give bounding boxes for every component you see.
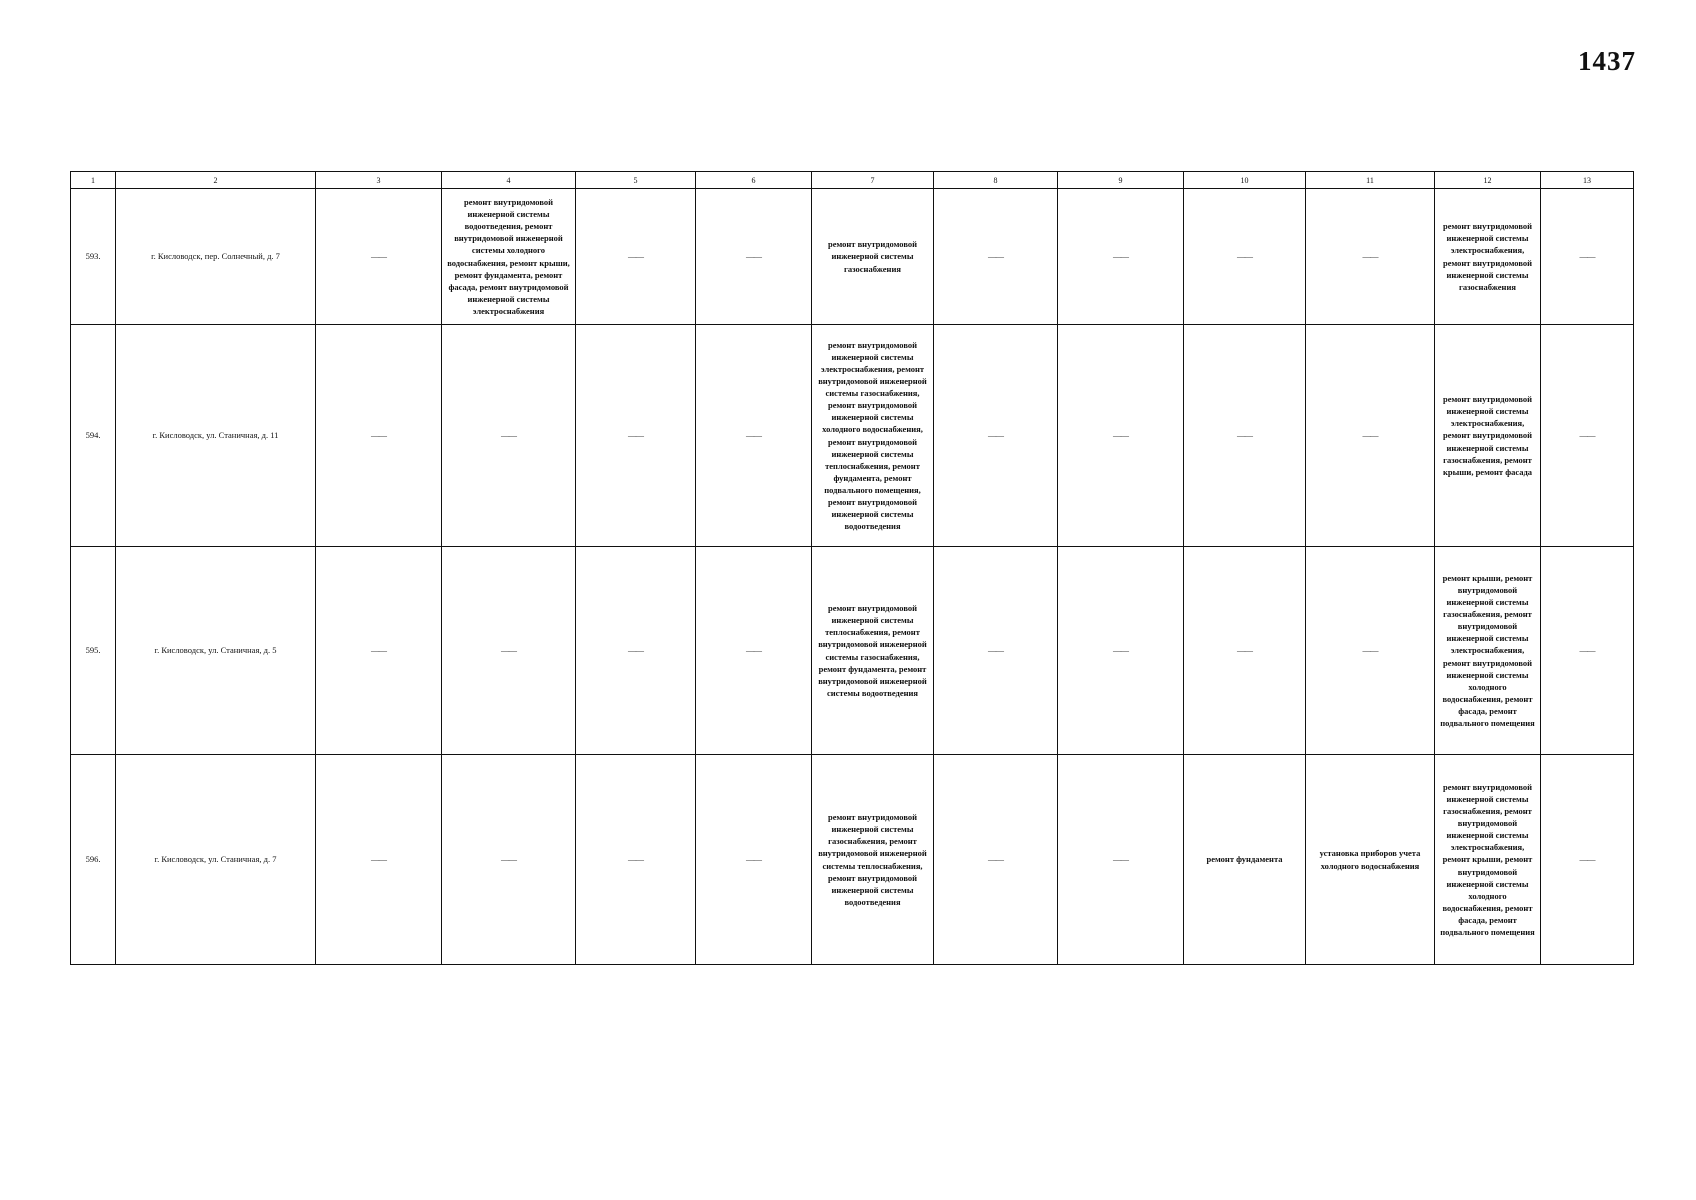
- cell-col-4: ——: [442, 755, 576, 965]
- cell-col-8: ——: [934, 189, 1058, 325]
- cell-col-12: ремонт крыши, ремонт внутридомовой инженерной системы газоснабжения, ремонт внутридомовой инженерной системы электроснабжения, ремонт внутридомовой инженерной системы холодного водоснабжения, ремонт фасада, ремонт подвального помещения: [1435, 547, 1541, 755]
- cell-col-10: ——: [1184, 189, 1306, 325]
- cell-col-13: ——: [1541, 755, 1634, 965]
- cell-col-6: ——: [696, 189, 812, 325]
- cell-col-8: ——: [934, 547, 1058, 755]
- column-header-1: 1: [71, 172, 116, 189]
- cell-col-5: ——: [576, 547, 696, 755]
- cell-col-3: ——: [316, 325, 442, 547]
- cell-col-12: ремонт внутридомовой инженерной системы электроснабжения, ремонт внутридомовой инженерной системы газоснабжения: [1435, 189, 1541, 325]
- cell-col-9: ——: [1058, 547, 1184, 755]
- cell-col-7: ремонт внутридомовой инженерной системы газоснабжения, ремонт внутридомовой инженерной системы теплоснабжения, ремонт внутридомовой инженерной системы водоотведения: [812, 755, 934, 965]
- table-row: [71, 325, 1634, 547]
- cell-col-11: установка приборов учета холодного водоснабжения: [1306, 755, 1435, 965]
- cell-col-7: ремонт внутридомовой инженерной системы электроснабжения, ремонт внутридомовой инженерной системы газоснабжения, ремонт внутридомовой инженерной системы холодного водоснабжения, ремонт внутридомовой инженерной системы теплоснабжения, ремонт фундамента, ремонт подвального помещения, ремонт внутридомовой инженерной системы водоотведения: [812, 325, 934, 547]
- cell-col-8: ——: [934, 755, 1058, 965]
- column-header-11: 11: [1306, 172, 1435, 189]
- column-header-13: 13: [1541, 172, 1634, 189]
- cell-col-6: ——: [696, 755, 812, 965]
- cell-col-9: ——: [1058, 755, 1184, 965]
- row-number: 596.: [71, 755, 116, 965]
- cell-col-12: ремонт внутридомовой инженерной системы электроснабжения, ремонт внутридомовой инженерной системы газоснабжения, ремонт крыши, ремонт фасада: [1435, 325, 1541, 547]
- table-row: [71, 547, 1634, 755]
- cell-col-3: ——: [316, 189, 442, 325]
- cell-col-11: ——: [1306, 547, 1435, 755]
- table-row: [71, 755, 1634, 965]
- address-cell: г. Кисловодск, пер. Солнечный, д. 7: [116, 189, 316, 325]
- cell-col-10: ——: [1184, 325, 1306, 547]
- cell-col-10: ——: [1184, 547, 1306, 755]
- capital-repair-table: [70, 171, 1634, 965]
- column-header-5: 5: [576, 172, 696, 189]
- cell-col-5: ——: [576, 755, 696, 965]
- cell-col-9: ——: [1058, 189, 1184, 325]
- cell-col-6: ——: [696, 325, 812, 547]
- column-header-7: 7: [812, 172, 934, 189]
- cell-col-13: ——: [1541, 547, 1634, 755]
- table-row: [71, 189, 1634, 325]
- cell-col-5: ——: [576, 325, 696, 547]
- column-header-2: 2: [116, 172, 316, 189]
- cell-col-7: ремонт внутридомовой инженерной системы газоснабжения: [812, 189, 934, 325]
- cell-col-4: ——: [442, 547, 576, 755]
- column-header-8: 8: [934, 172, 1058, 189]
- row-number: 595.: [71, 547, 116, 755]
- cell-col-6: ——: [696, 547, 812, 755]
- cell-col-4: ремонт внутридомовой инженерной системы водоотведения, ремонт внутридомовой инженерной системы холодного водоснабжения, ремонт крыши, ремонт фундамента, ремонт фасада, ремонт внутридомовой инженерной системы электроснабжения: [442, 189, 576, 325]
- column-header-9: 9: [1058, 172, 1184, 189]
- row-number: 593.: [71, 189, 116, 325]
- column-header-6: 6: [696, 172, 812, 189]
- cell-col-4: ——: [442, 325, 576, 547]
- row-number: 594.: [71, 325, 116, 547]
- address-cell: г. Кисловодск, ул. Станичная, д. 5: [116, 547, 316, 755]
- cell-col-11: ——: [1306, 325, 1435, 547]
- cell-col-13: ——: [1541, 189, 1634, 325]
- address-cell: г. Кисловодск, ул. Станичная, д. 7: [116, 755, 316, 965]
- column-header-4: 4: [442, 172, 576, 189]
- cell-col-3: ——: [316, 755, 442, 965]
- cell-col-9: ——: [1058, 325, 1184, 547]
- page-number: 1437: [1578, 46, 1636, 76]
- cell-col-7: ремонт внутридомовой инженерной системы теплоснабжения, ремонт внутридомовой инженерной системы газоснабжения, ремонт фундамента, ремонт внутридомовой инженерной системы водоотведения: [812, 547, 934, 755]
- address-cell: г. Кисловодск, ул. Станичная, д. 11: [116, 325, 316, 547]
- cell-col-10: ремонт фундамента: [1184, 755, 1306, 965]
- column-number-row: [71, 172, 1634, 189]
- cell-col-5: ——: [576, 189, 696, 325]
- cell-col-11: ——: [1306, 189, 1435, 325]
- cell-col-12: ремонт внутридомовой инженерной системы газоснабжения, ремонт внутридомовой инженерной системы электроснабжения, ремонт крыши, ремонт внутридомовой инженерной системы холодного водоснабжения, ремонт фасада, ремонт подвального помещения: [1435, 755, 1541, 965]
- column-header-12: 12: [1435, 172, 1541, 189]
- cell-col-13: ——: [1541, 325, 1634, 547]
- column-header-3: 3: [316, 172, 442, 189]
- cell-col-8: ——: [934, 325, 1058, 547]
- column-header-10: 10: [1184, 172, 1306, 189]
- cell-col-3: ——: [316, 547, 442, 755]
